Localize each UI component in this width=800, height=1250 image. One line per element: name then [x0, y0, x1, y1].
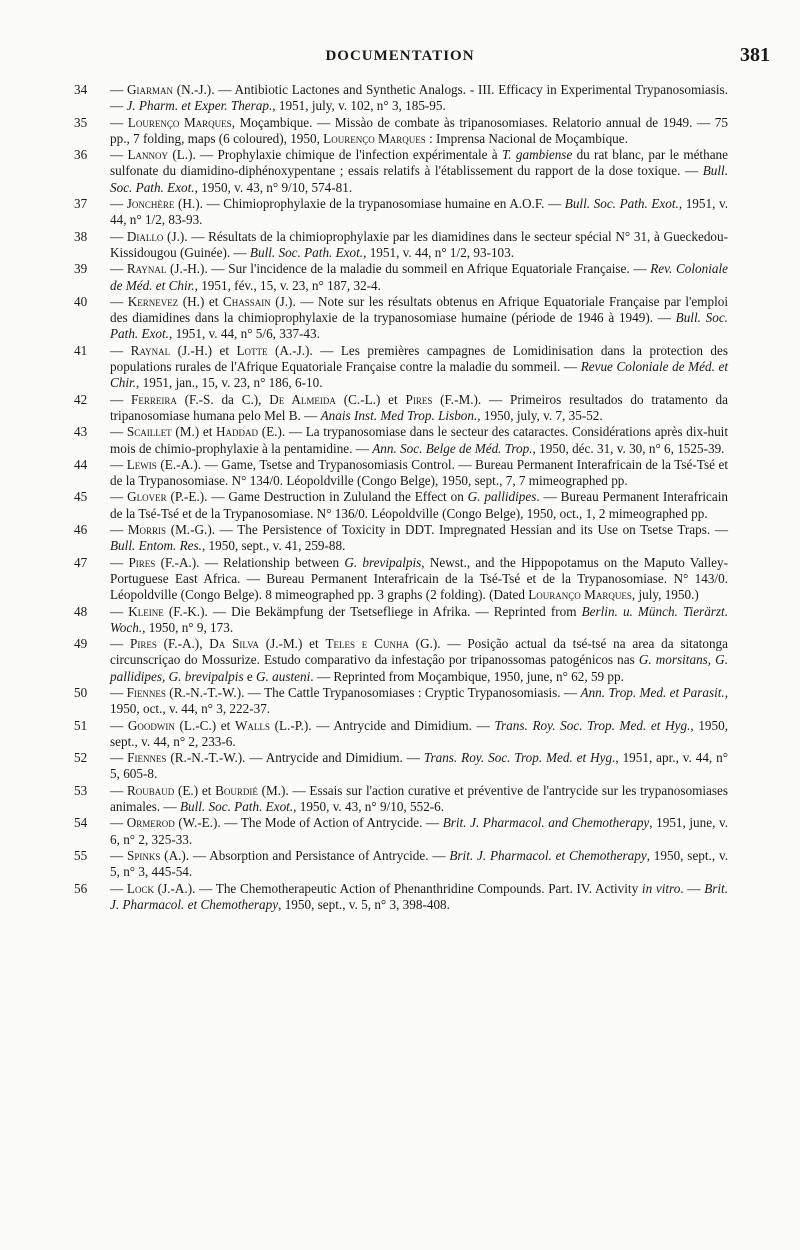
- reference-text: — Giarman (N.-J.). — Antibiotic Lactones and Synthetic Analogs. - III. Efficacy in Experimental Trypanosomiasis. — J. Pharm. et Exper. Therap., 1951, july, v. 102, n° 3, 185-95.: [110, 82, 728, 114]
- reference-text: — Kernevez (H.) et Chassain (J.). — Note sur les résultats obtenus en Afrique Equatoriale Française par l'emploi des diamidines dans la chimioprophylaxie de la trypanosomiase humaine (période de 1946 à 1949). — Bull. Soc. Path. Exot., 1951, v. 44, n° 5/6, 337-43.: [110, 293, 728, 342]
- reference-number: 52: [74, 750, 88, 766]
- reference-text: — Raynal (J.-H.) et Lotte (A.-J.). — Les premières campagnes de Lomidinisation dans la protection des populations rurales de l'Afrique Equatoriale Française contre la maladie du sommeil. — Revue Coloniale de Méd. et Chir., 1951, jan., 15, v. 23, n° 186, 6-10.: [110, 342, 728, 391]
- reference-entry: [74, 489, 728, 522]
- reference-list: [74, 82, 728, 913]
- reference-text: — Kleine (F.-K.). — Die Bekämpfung der Tsetsefliege in Afrika. — Reprinted from Berlin. u. Münch. Tierärzt. Woch., 1950, n° 9, 173.: [110, 603, 729, 635]
- reference-entry: [74, 392, 728, 425]
- reference-number: 49: [74, 636, 88, 652]
- reference-number: 48: [74, 603, 88, 619]
- reference-entry: [74, 522, 728, 555]
- page-title: DOCUMENTATION: [325, 48, 475, 64]
- reference-number: 53: [74, 782, 88, 798]
- reference-text: — Raynal (J.-H.). — Sur l'incidence de la maladie du sommeil en Afrique Equatoriale Française. — Rev. Coloniale de Méd. et Chir., 1951, fév., 15, v. 23, n° 187, 32-4.: [110, 261, 728, 293]
- reference-number: 40: [74, 293, 88, 309]
- reference-entry: [74, 750, 728, 783]
- reference-entry: [74, 115, 728, 148]
- reference-number: 44: [74, 456, 88, 472]
- reference-entry: [74, 294, 728, 343]
- reference-text: — Lewis (E.-A.). — Game, Tsetse and Trypanosomiasis Control. — Bureau Permanent Interafricain de la Tsé-Tsé et de la Trypanosomiase. N° 134/0. Léopoldville (Congo Belge), 1950, sept., 7, 7 mimeographed pp.: [110, 456, 728, 489]
- reference-text: — Spinks (A.). — Absorption and Persistance of Antrycide. — Brit. J. Pharmacol. et Chemotherapy, 1950, sept., v. 5, n° 3, 445-54.: [110, 847, 729, 880]
- reference-text: — Diallo (J.). — Résultats de la chimioprophylaxie par les diamidines dans le secteur spécial N° 31, à Gueckedou-Kissidougou (Guinée). — Bull. Soc. Path. Exot., 1951, v. 44, n° 1/2, 93-103.: [110, 228, 728, 260]
- reference-number: 42: [74, 391, 88, 407]
- reference-number: 55: [74, 847, 88, 863]
- reference-text: — Fiennes (R.-N.-T.-W.). — The Cattle Trypanosomiases : Cryptic Trypanosomiasis. — Ann. Trop. Med. et Parasit., 1950, oct., v. 44, n° 3, 222-37.: [110, 684, 729, 717]
- reference-entry: [74, 604, 728, 637]
- reference-text: — Ormerod (W.-E.). — The Mode of Action of Antrycide. — Brit. J. Pharmacol. and Chemotherapy, 1951, june, v. 6, n° 2, 325-33.: [110, 815, 728, 847]
- reference-entry: [74, 82, 728, 115]
- reference-entry: [74, 685, 728, 718]
- reference-entry: [74, 261, 728, 294]
- reference-entry: [74, 848, 728, 881]
- reference-entry: [74, 229, 728, 262]
- reference-text: — Pires (F.-A.). — Relationship between G. brevipalpis, Newst., and the Hippopotamus on the Maputo Valley-Portuguese East Africa. — Bureau Permanent Interafricain de la Tsé-Tsé et de la Trypanosomiase. N° 143/0. Léopoldville (Congo Belge). 8 mimeographed pp. 3 graphs (2 folding). (Dated Lourançо Marques, july, 1950.): [110, 554, 729, 603]
- reference-number: 34: [74, 82, 88, 97]
- reference-entry: [74, 718, 728, 751]
- reference-text: — Roubaud (E.) et Bourdié (M.). — Essais sur l'action curative et préventive de l'antrycide sur les trypanosomiases animales. — Bull. Soc. Path. Exot., 1950, v. 43, n° 9/10, 552-6.: [110, 782, 729, 815]
- reference-number: 38: [74, 228, 88, 244]
- reference-entry: [74, 457, 728, 490]
- reference-entry: [74, 881, 728, 914]
- reference-number: 45: [74, 489, 88, 505]
- reference-number: 39: [74, 261, 88, 277]
- reference-entry: [74, 636, 728, 685]
- reference-number: 35: [74, 114, 88, 130]
- reference-text: — Lannoy (L.). — Prophylaxie chimique de l'infection expérimentale à T. gambiense du rat blanc, par le méthane sulfonate du diamidino-diphénoxypentane ; essais relatifs à l'établissement du rapport de la dose toxique. — Bull. Soc. Path. Exot., 1950, v. 43, n° 9/10, 574-81.: [110, 147, 728, 195]
- reference-number: 36: [74, 147, 88, 163]
- reference-entry: [74, 424, 728, 457]
- reference-entry: [74, 343, 728, 392]
- reference-entry: [74, 147, 728, 196]
- reference-text: — Scaillet (M.) et Haddad (E.). — La trypanosomiase dans le secteur des cataractes. Considérations après dix-huit mois de chimio-prophylaxie à la pentamidine. — Ann. Soc. Belge de Méd. Trop., 1950, déc. 31, v. 30, n° 6, 1525-39.: [110, 424, 728, 456]
- reference-number: 54: [74, 815, 88, 831]
- reference-number: 46: [74, 522, 88, 538]
- reference-text: — Glover (P.-E.). — Game Destruction in Zululand the Effect on G. pallidipes. — Bureau Permanent Interafricain de la Tsé-Tsé et de la Trypanosomiase. N° 136/0. Léopoldville (Congo Belge), 1950, oct., 1, 2 mimeographed pp.: [110, 489, 728, 521]
- reference-text: — Goodwin (L.-C.) et Walls (L.-P.). — Antrycide and Dimidium. — Trans. Roy. Soc. Trop. Med. et Hyg., 1950, sept., v. 44, n° 2, 233-6.: [110, 717, 728, 749]
- reference-text: — Pires (F.-A.), Da Silva (J.-M.) et Teles e Cunha (G.). — Posição actual da tsé-tsé na area da sitatonga circunscriçao do Mossurize. Estudo comparativo da infestaçâo por tripanossomas patogénicos nas G. morsitans, G. pallidipes, G. brevipalpis e G. austeni. — Reprinted from Moçambique, 1950, june, n° 62, 59 pp.: [110, 636, 729, 684]
- reference-entry: [74, 815, 728, 848]
- reference-text: — Fiennes (R.-N.-T.-W.). — Antrycide and Dimidium. — Trans. Roy. Soc. Trop. Med. et Hyg., 1951, apr., v. 44, n° 5, 605-8.: [110, 750, 729, 782]
- reference-number: 56: [74, 880, 88, 896]
- reference-number: 41: [74, 342, 88, 358]
- reference-text: — Jonchère (H.). — Chimioprophylaxie de la trypanosomiase humaine en A.O.F. — Bull. Soc. Path. Exot., 1951, v. 44, n° 1/2, 83-93.: [110, 196, 729, 228]
- reference-number: 43: [74, 424, 88, 440]
- reference-entry: [74, 783, 728, 816]
- reference-number: 51: [74, 717, 88, 733]
- reference-number: 50: [74, 684, 88, 700]
- reference-entry: [74, 196, 728, 229]
- reference-text: — Lourenço Marques, Moçambique. — Missào de combate às tripanosomiases. Relatorio annual de 1949. — 75 pp., 7 folding, maps (6 coloured), 1950, Lourenço Marques : Imprensa Nacional de Moçambique.: [110, 114, 728, 146]
- reference-entry: [74, 555, 728, 604]
- reference-text: — Morris (M.-G.). — The Persistence of Toxicity in DDT. Impregnated Hessian and its Use on Tsetse Traps. — Bull. Entom. Res., 1950, sept., v. 41, 259-88.: [110, 522, 729, 554]
- reference-text: — Lock (J.-A.). — The Chemotherapeutic Action of Phenanthridine Compounds. Part. IV. Activity in vitro. — Brit. J. Pharmacol. et Chemotherapy, 1950, sept., v. 5, n° 3, 398-408.: [110, 880, 729, 912]
- reference-number: 47: [74, 554, 88, 570]
- reference-text: — Ferreira (F.-S. da C.), De Almeida (C.-L.) et Pires (F.-M.). — Primeiros resultados do tratamento da tripanosomiase humana pelo Mel B. — Anais Inst. Med Trop. Lisbon., 1950, july, v. 7, 35-52.: [110, 391, 729, 423]
- reference-number: 37: [74, 196, 88, 212]
- page-number: 381: [740, 44, 770, 66]
- page-header: [0, 44, 800, 74]
